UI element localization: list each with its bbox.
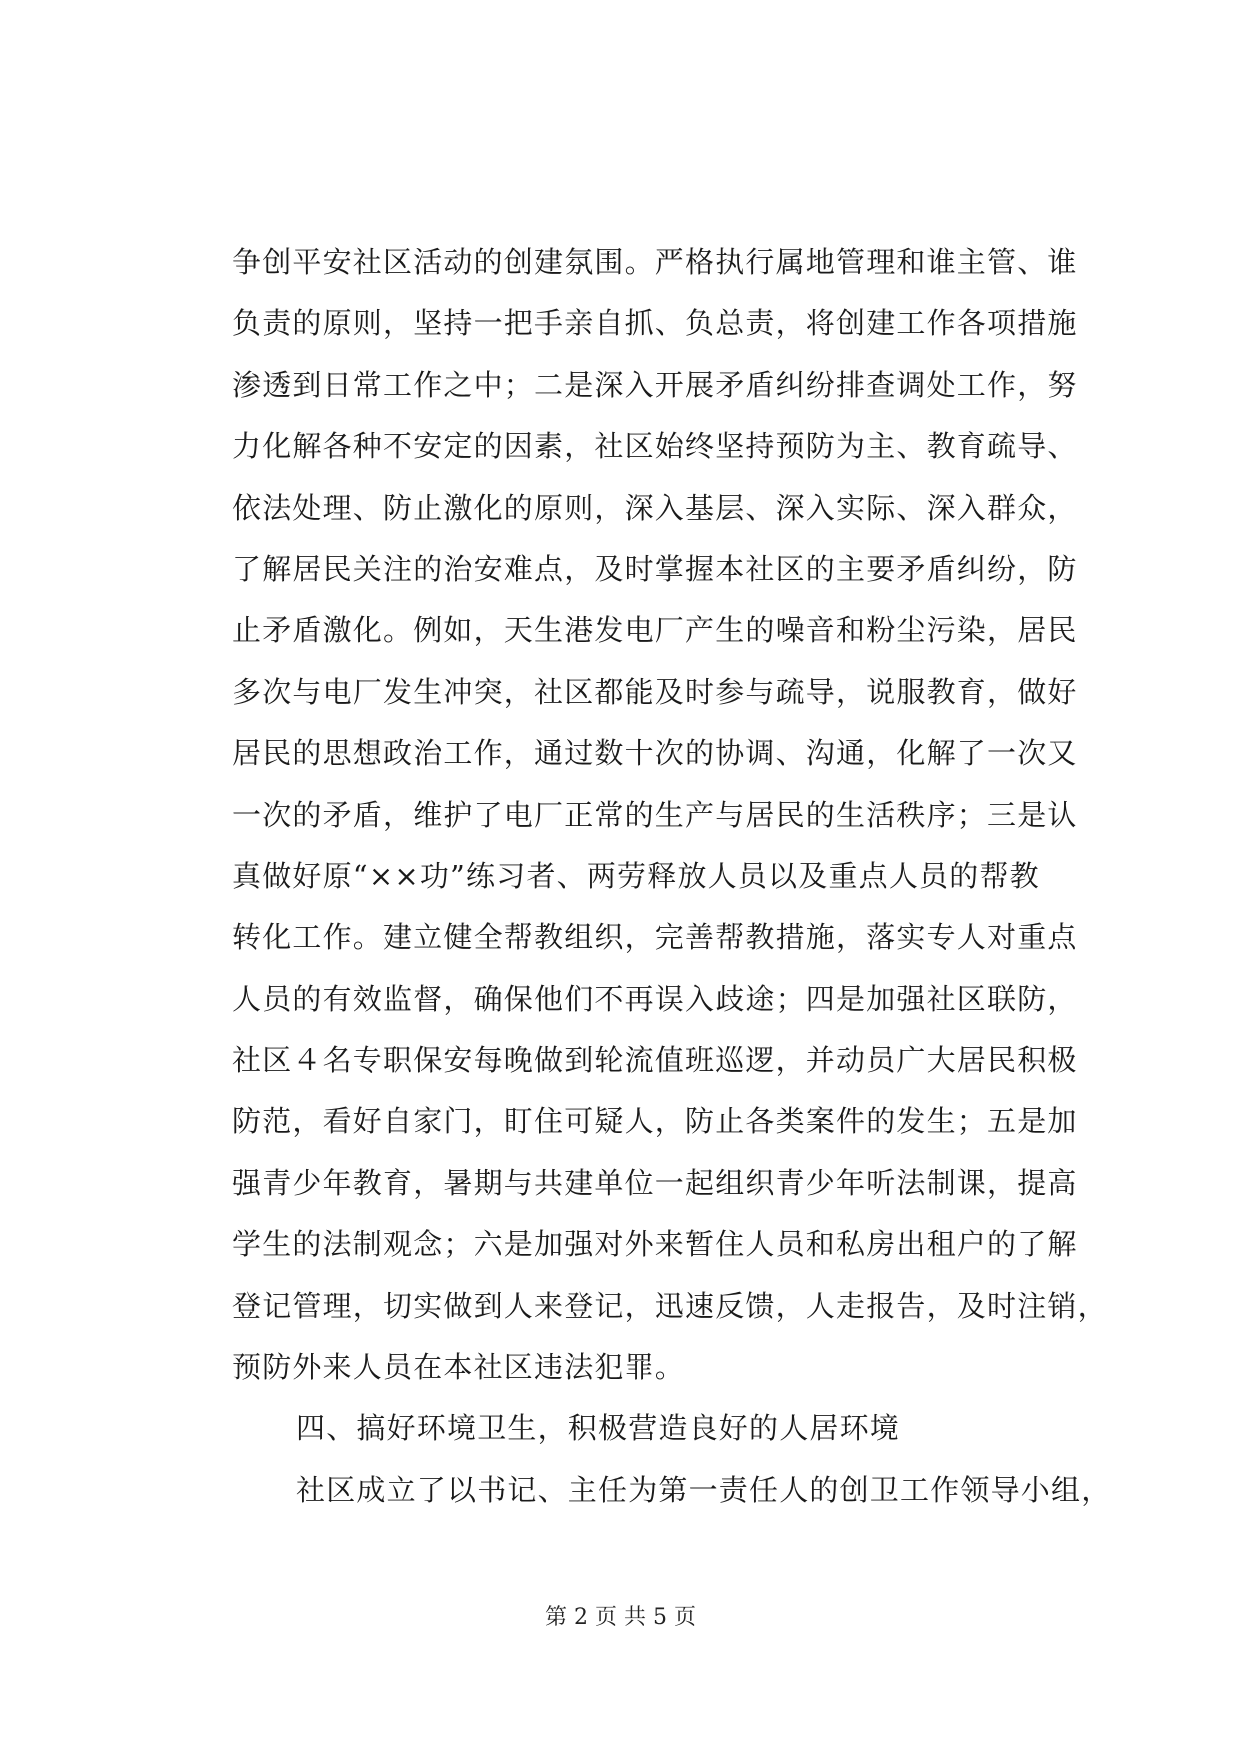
text-line: 真做好原“××功”练习者、两劳释放人员以及重点人员的帮教 [232,858,1040,893]
paragraph-start: 社区成立了以书记、主任为第一责任人的创卫工作领导小组， [296,1472,1112,1507]
text-line: 居民的思想政治工作，通过数十次的协调、沟通，化解了一次又 [232,736,1078,771]
text-line: 争创平安社区活动的创建氛围。严格执行属地管理和谁主管、谁 [232,245,1078,279]
body-text [232,232,1112,1521]
text-line: 多次与电厂发生冲突，社区都能及时参与疏导，说服教育，做好 [232,674,1078,709]
text-line: 依法处理、防止激化的原则，深入基层、深入实际、深入群众， [232,490,1078,525]
text-line: 力化解各种不安定的因素，社区始终坚持预防为主、教育疏导、 [232,429,1078,464]
text-line: 一次的矛盾，维护了电厂正常的生产与居民的生活秩序；三是认 [232,797,1078,832]
page-footer: 第 2 页 共 5 页 [545,1605,696,1630]
text-line: 止矛盾激化。例如，天生港发电厂产生的噪音和粉尘污染，居民 [232,613,1078,648]
text-line: 防范，看好自家门，盯住可疑人，防止各类案件的发生；五是加 [232,1104,1078,1139]
text-line: 转化工作。建立健全帮教组织，完善帮教措施，落实专人对重点 [232,920,1078,955]
text-line: 学生的法制观念；六是加强对外来暂住人员和私房出租户的了解 [232,1227,1078,1262]
text-line: 社区４名专职保安每晚做到轮流值班巡逻，并动员广大居民积极 [232,1043,1078,1078]
text-line: 人员的有效监督，确保他们不再误入歧途；四是加强社区联防， [232,981,1078,1016]
text-line: 预防外来人员在本社区违法犯罪。 [232,1350,686,1385]
text-line: 了解居民关注的治安难点，及时掌握本社区的主要矛盾纠纷，防 [232,551,1078,586]
text-line: 渗透到日常工作之中；二是深入开展矛盾纠纷排查调处工作，努 [232,367,1078,402]
section-heading: 四、搞好环境卫生，积极营造良好的人居环境 [296,1411,901,1446]
text-line: 负责的原则，坚持一把手亲自抓、负总责，将创建工作各项措施 [232,306,1078,341]
text-line: 登记管理，切实做到人来登记，迅速反馈，人走报告，及时注销， [232,1288,1108,1323]
text-line: 强青少年教育，暑期与共建单位一起组织青少年听法制课，提高 [232,1165,1078,1200]
